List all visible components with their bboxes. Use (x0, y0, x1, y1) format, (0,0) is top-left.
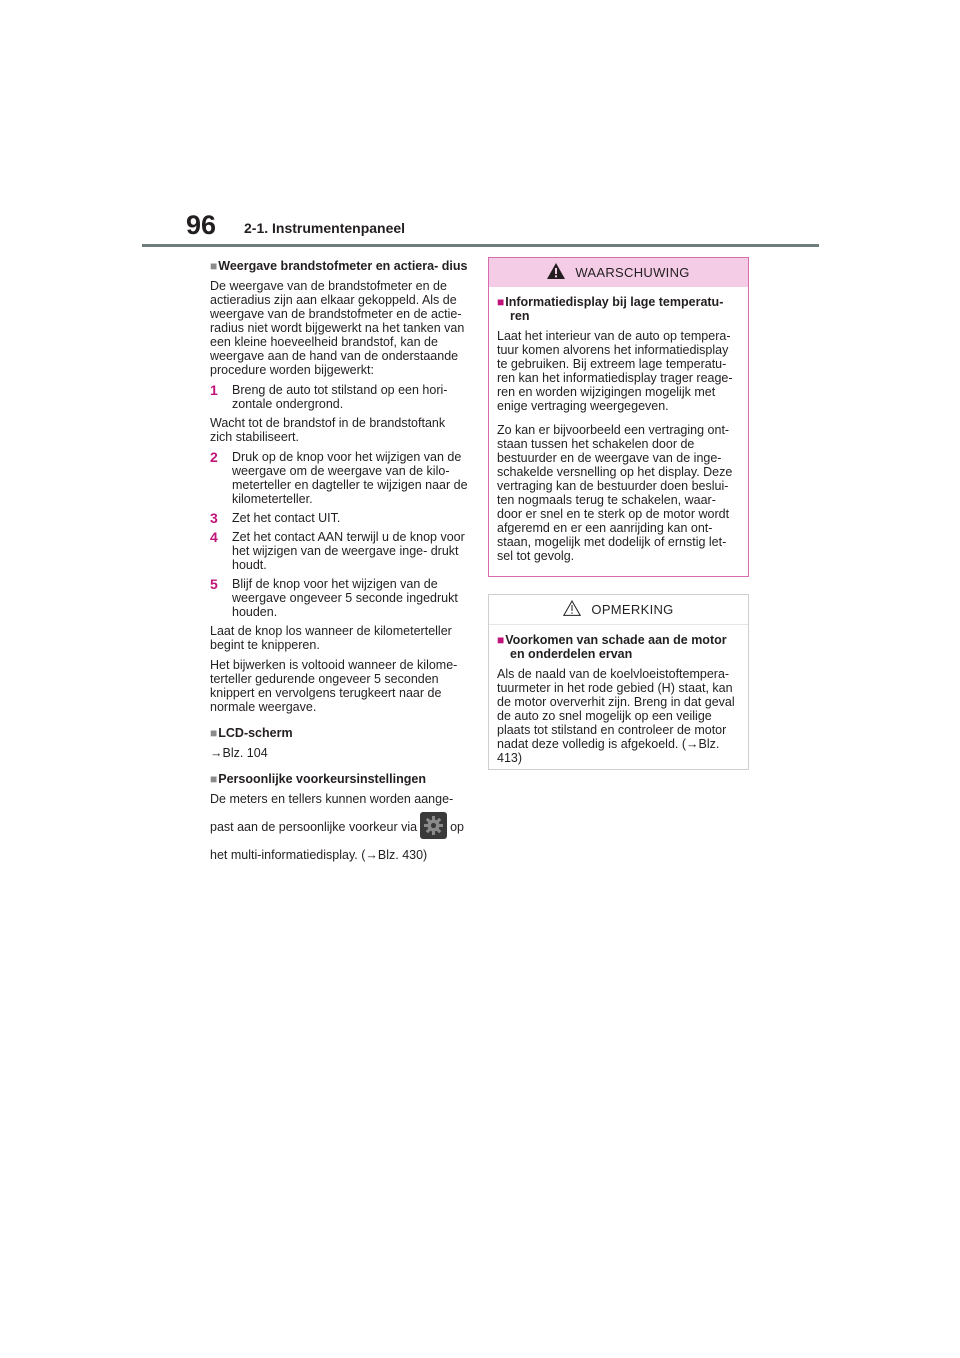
note-heading-text: Voorkomen van schade aan de motor en onderdelen ervan (505, 633, 727, 661)
pref-heading-text: Persoonlijke voorkeursinstellingen (218, 772, 426, 786)
square-bullet-icon: ■ (210, 259, 218, 273)
step-number: 3 (210, 510, 218, 526)
fuel-heading (210, 259, 468, 273)
done-text: Het bijwerken is voltooid wanneer de kilome- terteller gedurende ongeveer 5 seconden knippert en vervolgens terugkeert naar de normale weergave. (210, 658, 458, 714)
pref-heading (210, 772, 468, 786)
caution-triangle-icon (563, 600, 581, 619)
note-title: OPMERKING (591, 601, 674, 617)
main-column (210, 259, 468, 868)
warning-heading-text: Informatiedisplay bij lage temperatu- ren (505, 295, 724, 323)
section-title: 2-1. Instrumentenpaneel (244, 220, 406, 236)
gear-icon (420, 812, 447, 839)
step-number: 5 (210, 576, 218, 592)
step-text: Zet het contact AAN terwijl u de knop voor het wijzigen van de weergave inge- drukt houdt. (232, 530, 465, 572)
lcd-heading-text: LCD-scherm (218, 726, 293, 740)
step-5 (210, 577, 468, 619)
square-bullet-icon: ■ (497, 295, 505, 309)
square-bullet-icon: ■ (497, 633, 505, 647)
note-heading (497, 633, 740, 661)
step-1-note: Wacht tot de brandstof in de brandstoftank zich stabiliseert. (210, 416, 446, 444)
square-bullet-icon: ■ (210, 726, 218, 740)
pref-line-2a: past aan de persoonlijke voorkeur via (210, 820, 418, 834)
warning-triangle-icon (547, 263, 565, 282)
pref-line-2b: op (450, 820, 464, 834)
warning-header (489, 258, 748, 287)
lcd-heading (210, 726, 468, 740)
step-text: Blijf de knop voor het wijzigen van de weergave ongeveer 5 seconde ingedrukt houden. (232, 577, 458, 619)
step-text: Zet het contact UIT. (232, 511, 341, 525)
step-text: Druk op de knop voor het wijzigen van de weergave om de weergave van de kilo- meterteller en dagteller te wijzigen naar de kilometerteller. (232, 450, 468, 506)
pref-line-3: het multi-informatiedisplay. (→Blz. 430) (210, 848, 428, 862)
page-number: 96 (186, 210, 217, 240)
step-3 (210, 511, 468, 525)
step-number: 1 (210, 382, 218, 398)
warning-para-1: Laat het interieur van de auto op tempera- tuur komen alvorens het informatiedisplay te gebruiken. Bij extreem lage temperatu- ren kan het informatiedisplay trager reage- ren en worden wijzigingen mogelijk met enige vertraging weergegeven. (497, 329, 733, 413)
step-1 (210, 383, 468, 411)
release-text: Laat de knop los wanneer de kilometerteller begint te knipperen. (210, 624, 452, 652)
step-4 (210, 530, 468, 572)
fuel-intro: De weergave van de brandstofmeter en de actieradius zijn aan elkaar gekoppeld. Als de weergave van de brandstofmeter en de actie- radius niet wordt bijgewerkt na het tanken van een kleine hoeveelheid brandstof, kan de weergave aan de hand van de onderstaande procedure worden bijgewerkt: (210, 279, 465, 377)
header-rule (142, 244, 819, 247)
warning-box (488, 257, 749, 577)
step-number: 2 (210, 449, 218, 465)
step-2 (210, 450, 468, 506)
step-number: 4 (210, 529, 218, 545)
pref-line-1: De meters en tellers kunnen worden aange- (210, 792, 454, 806)
warning-title: WAARSCHUWING (575, 264, 690, 280)
fuel-heading-text: Weergave brandstofmeter en actiera- dius (218, 259, 468, 273)
note-header (489, 595, 748, 625)
note-box (488, 594, 749, 770)
warning-heading (497, 295, 740, 323)
lcd-ref-link[interactable]: →Blz. 104 (210, 746, 268, 760)
warning-para-2: Zo kan er bijvoorbeeld een vertraging ont- staan tussen het schakelen door de bestuurder en de weergave van de inge- schakelde versnelling op het display. Deze vertraging kan de bestuurder doen beslui- ten nogmaals terug te schakelen, waar- door er snel en te sterk op de motor wordt afgeremd en er een aanrijding kan ont- staan, mogelijk met dodelijk of ernstig let- sel tot gevolg. (497, 423, 733, 563)
step-text: Breng de auto tot stilstand op een hori- zontale ondergrond. (232, 383, 448, 411)
note-para-1: Als de naald van de koelvloeistoftempera- tuurmeter in het rode gebied (H) staat, kan de motor oververhit zijn. Breng in dat geval de auto zo snel mogelijk op een veilige plaats tot stilstand en controleer de motor nadat deze volledig is afgekoeld. (→Blz. 413) (497, 667, 735, 765)
square-bullet-icon: ■ (210, 772, 218, 786)
pref-line-2 (210, 812, 468, 842)
